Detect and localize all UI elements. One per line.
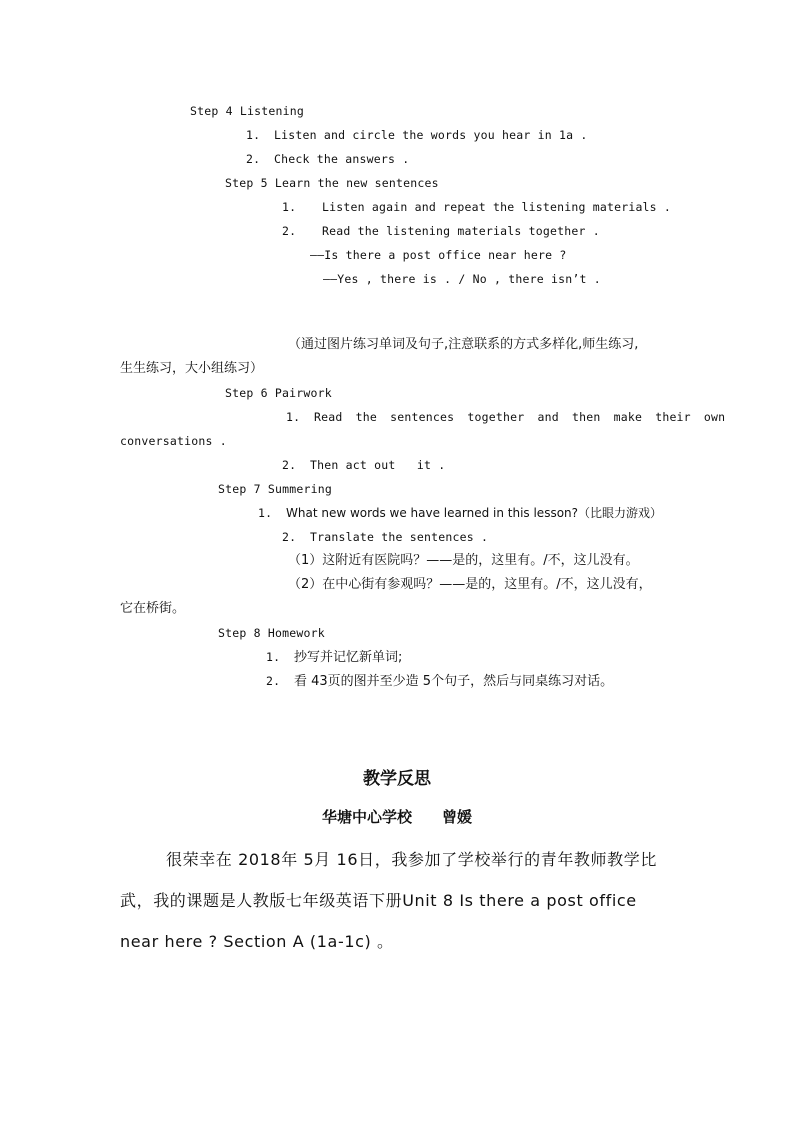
list-text: Read the listening materials together . [322, 224, 600, 238]
list-number: 1. [246, 128, 261, 142]
step6-heading: Step 6 Pairwork [225, 386, 332, 400]
step7-item-2 [282, 528, 488, 546]
step6-item-1 [286, 408, 725, 426]
list-text: Read the sentences together and then make their own [314, 410, 726, 424]
dialog-answer: ——Yes , there is . / No , there isn’t . [323, 272, 601, 286]
list-text: Listen and circle the words you hear in 1a . [274, 128, 588, 142]
step8-item-1 [266, 648, 402, 667]
note-line-1: （通过图片练习单词及句子,注意联系的方式多样化,师生练习, [288, 337, 639, 352]
list-number: 2. [282, 224, 297, 238]
list-number: 2. [282, 530, 297, 544]
step4-heading: Step 4 Listening [190, 104, 304, 118]
list-text: Translate the sentences . [310, 530, 489, 544]
reflection-title: 教学反思 [363, 769, 431, 789]
list-text: 抄写并记忆新单词; [294, 650, 403, 665]
step8-heading: Step 8 Homework [218, 626, 325, 640]
list-text: Then act out it . [310, 458, 446, 472]
step8-item-2 [266, 672, 613, 691]
list-number: 2. [246, 152, 261, 166]
list-number: 1. [258, 506, 273, 520]
list-text: What new words we have learned in this lesson?（比眼力游戏） [286, 506, 663, 520]
list-number: 1. [266, 650, 281, 664]
step4-item-1 [246, 126, 587, 144]
list-number: 2. [266, 674, 281, 688]
step5-heading: Step 5 Learn the new sentences [225, 176, 439, 190]
list-text: Listen again and repeat the listening materials . [322, 200, 672, 214]
translate-sentence-1: （1）这附近有医院吗？——是的，这里有。/不，这儿没有。 [288, 553, 639, 568]
step5-item-1 [282, 198, 671, 216]
step4-item-2 [246, 150, 409, 168]
step6-continuation: conversations . [120, 434, 227, 448]
list-number: 1. [286, 410, 301, 424]
reflection-subtitle: 华塘中心学校 曾媛 [321, 808, 472, 826]
reflection-body [120, 839, 676, 962]
note-line-2: 生生练习，大小组练习） [120, 361, 264, 376]
dialog-question: ——Is there a post office near here ? [310, 248, 567, 262]
reflection-paragraph: 很荣幸在 2018年 5月 16日，我参加了学校举行的青年教师教学比武，我的课题是人教版七年级英语下册Unit 8 Is there a post office near here ? Section A (1a-1c) 。 [120, 850, 657, 951]
list-number: 1. [282, 200, 297, 214]
list-text: Check the answers . [274, 152, 410, 166]
step6-item-2 [282, 456, 445, 474]
translate-sentence-2-continuation: 它在桥街。 [120, 601, 186, 616]
step7-heading: Step 7 Summering [218, 482, 332, 496]
step5-item-2 [282, 222, 600, 240]
step7-item-1 [258, 504, 662, 522]
list-text: 看 43页的图并至少造 5个句子，然后与同桌练习对话。 [294, 674, 614, 689]
translate-sentence-2: （2）在中心街有参观吗？——是的，这里有。/不，这儿没有， [288, 577, 652, 592]
list-number: 2. [282, 458, 297, 472]
